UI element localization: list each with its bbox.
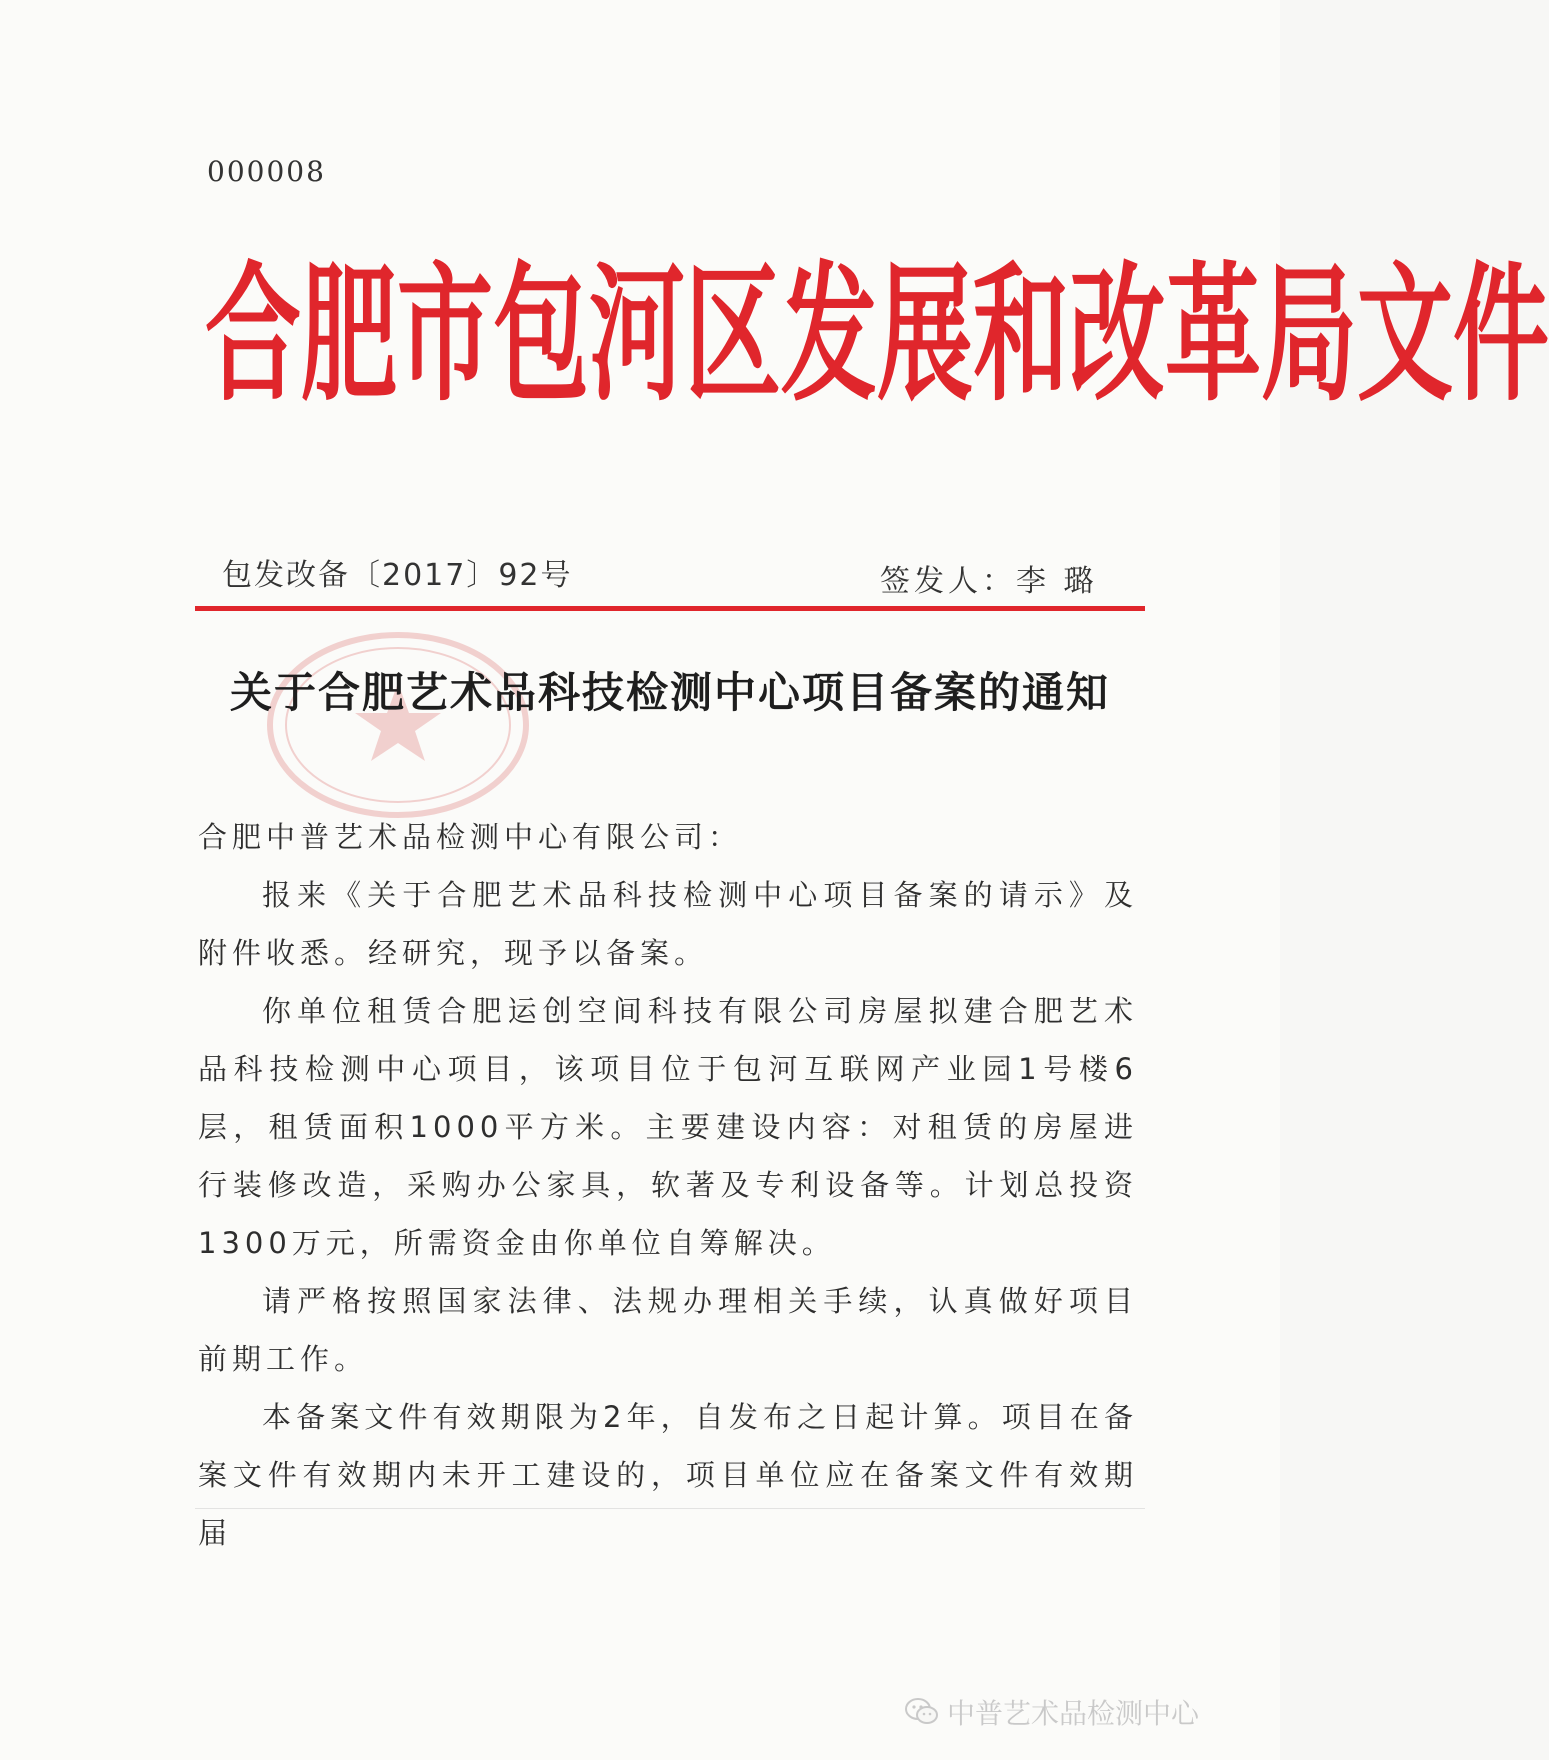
document-serial-number: 000008 <box>207 155 326 188</box>
official-seal-stamp-icon <box>258 625 538 825</box>
masthead-title <box>205 240 1549 430</box>
wechat-watermark <box>905 1692 1199 1732</box>
masthead-char: 市 <box>397 248 493 422</box>
masthead-char: 区 <box>685 248 781 422</box>
masthead-char: 文 <box>1357 248 1453 422</box>
body-paragraph: 你单位租赁合肥运创空间科技有限公司房屋拟建合肥艺术品科技检测中心项目，该项目位于包河互联网产业园1号楼6层，租赁面积1000平方米。主要建设内容：对租赁的房屋进行装修改造，采购办公家具，软著及专利设备等。计划总投资1300万元，所需资金由你单位自筹解决。 <box>198 994 1138 1260</box>
salutation: 合肥中普艺术品检测中心有限公司： <box>198 820 743 854</box>
signer-label: 签发人：李 璐 <box>880 564 1098 599</box>
watermark-text: 中普艺术品检测中心 <box>947 1697 1200 1730</box>
masthead-char: 发 <box>781 248 877 422</box>
masthead-char: 革 <box>1165 248 1261 422</box>
masthead-char: 件 <box>1453 248 1549 422</box>
body-paragraph: 请严格按照国家法律、法规办理相关手续，认真做好项目前期工作。 <box>198 1284 1138 1376</box>
body-paragraph: 报来《关于合肥艺术品科技检测中心项目备案的请示》及附件收悉。经研究，现予以备案。 <box>198 878 1138 970</box>
masthead-char: 合 <box>205 248 301 422</box>
document-body <box>198 808 1138 1562</box>
masthead-char: 局 <box>1261 248 1357 422</box>
bottom-faint-line <box>195 1508 1145 1509</box>
masthead-char: 肥 <box>301 248 397 422</box>
document-reference-number: 包发改备〔2017〕92号 <box>222 558 573 593</box>
masthead-char: 展 <box>877 248 973 422</box>
red-divider-line <box>195 606 1145 611</box>
masthead-char: 包 <box>493 248 589 422</box>
wechat-icon <box>905 1697 939 1727</box>
notice-title: 关于合肥艺术品科技检测中心项目备案的通知 <box>229 668 1110 717</box>
masthead-char: 和 <box>973 248 1069 422</box>
masthead-char: 改 <box>1069 248 1165 422</box>
body-paragraph: 本备案文件有效期限为2年，自发布之日起计算。项目在备案文件有效期内未开工建设的，项目单位应在备案文件有效期届 <box>198 1400 1138 1550</box>
masthead-char: 河 <box>589 248 685 422</box>
